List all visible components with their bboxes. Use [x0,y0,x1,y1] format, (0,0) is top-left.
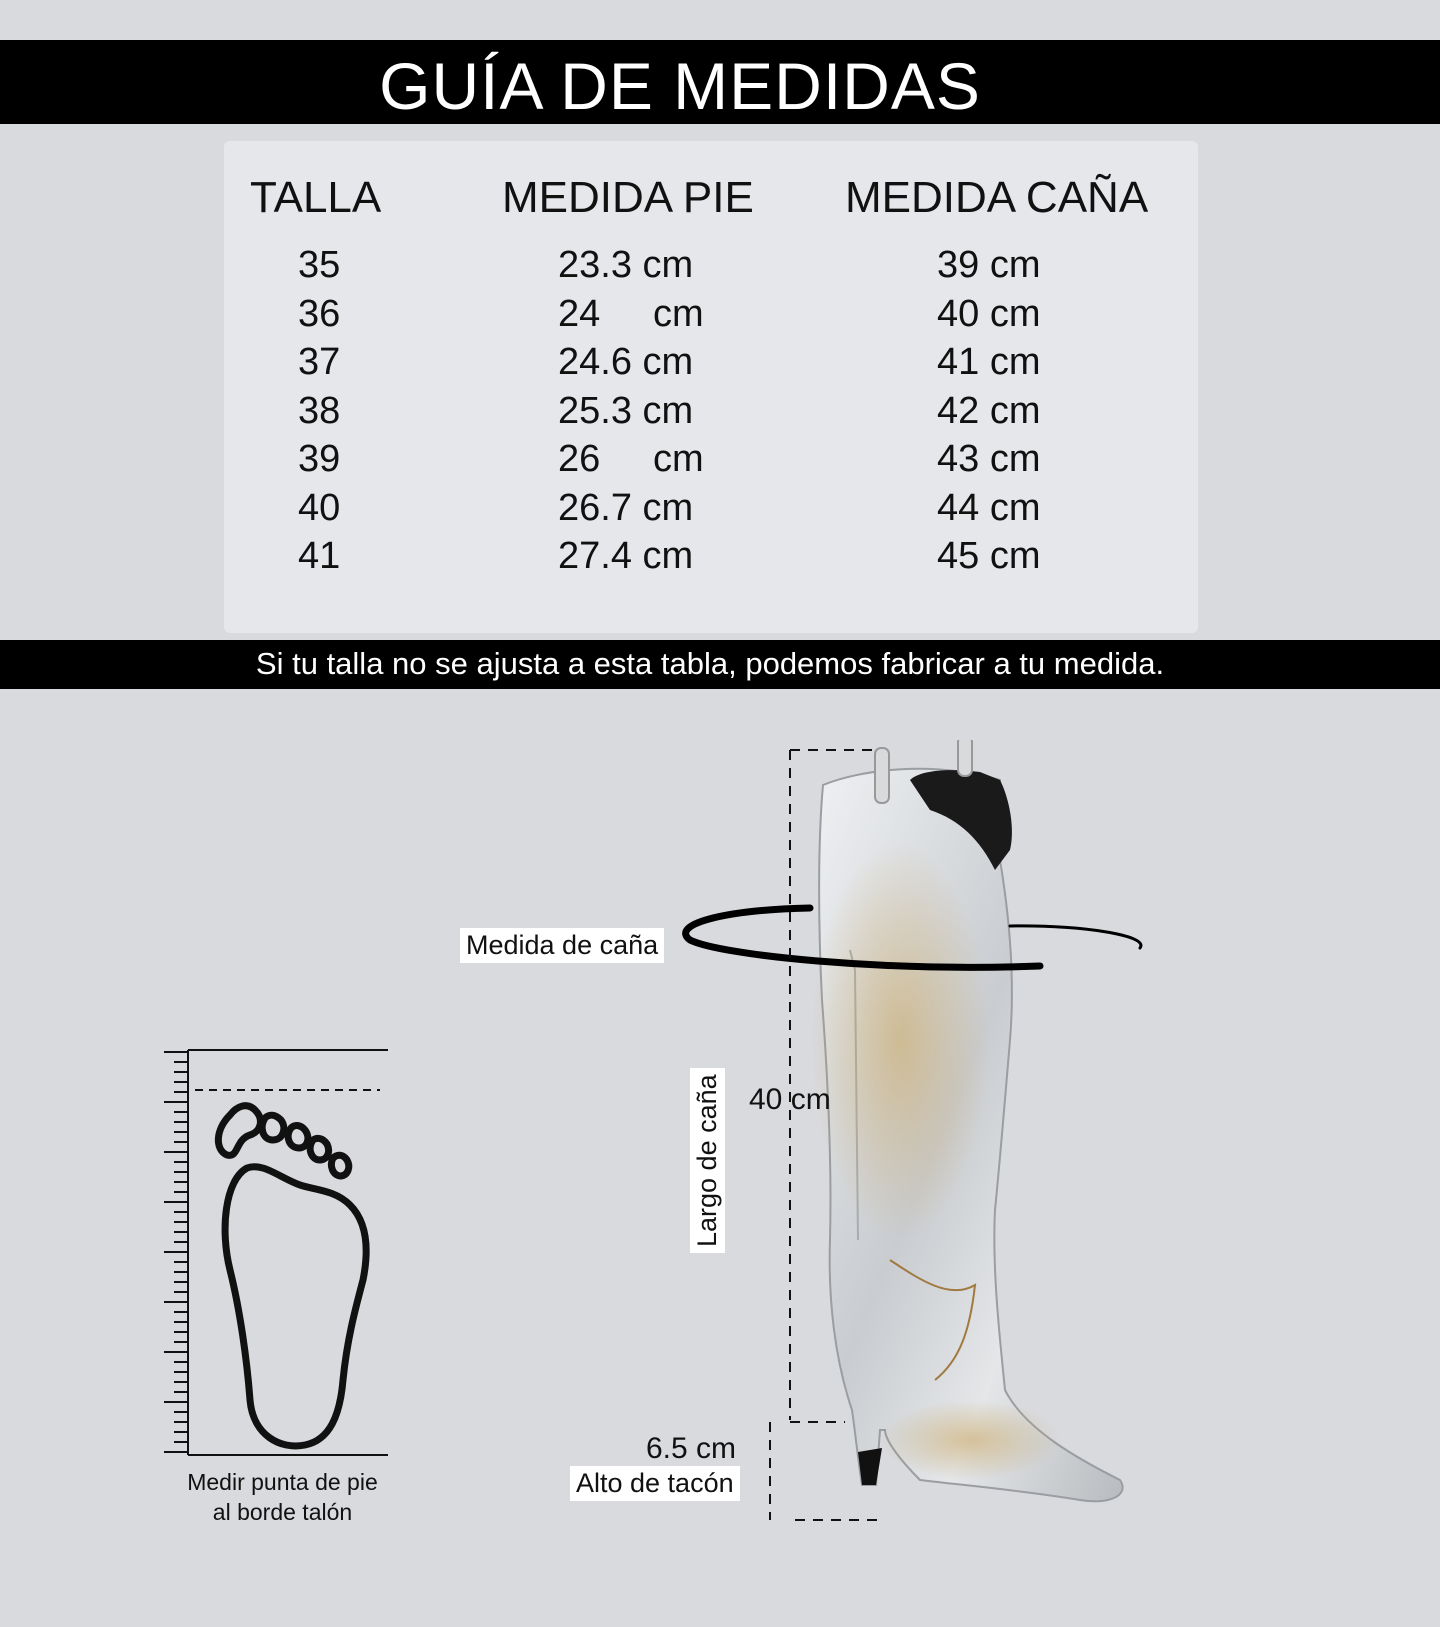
talla-cell: 38 [298,389,341,432]
foot-caption [160,1467,405,1527]
cana-cell: 42 cm [937,389,1041,432]
pie-cell: 23.3 cm [558,244,694,286]
cana-circumference-label: Medida de caña [460,928,664,963]
header-medida-pie: MEDIDA PIE [502,173,754,222]
note-bar [0,640,1440,689]
talla-cell: 40 [298,486,341,529]
pie-cell: 26.7 cm [558,486,694,529]
pie-cell: 24 cm [558,292,704,335]
pie-cell: 24.6 cm [558,341,694,383]
heel-height-value: 6.5 cm [646,1432,737,1465]
talla-cell: 39 [298,438,341,480]
cana-cell: 39 cm [937,244,1041,286]
foot-caption-line2: al borde talón [212,1499,353,1525]
boot-illustration [680,740,1200,1570]
ruler-icon [188,1050,388,1455]
talla-cell: 41 [298,535,341,577]
custom-size-note: Si tu talla no se ajusta a esta tabla, podemos fabricar a tu medida. [255,646,1165,681]
column-medida-cana [937,241,1040,581]
foot-caption-line1: Medir punta de pie [187,1469,378,1495]
pie-cell: 27.4 cm [558,535,694,577]
boot-icon [810,740,1123,1501]
cana-cell: 43 cm [937,438,1041,480]
talla-cell: 37 [298,341,341,383]
ruler-ticks-icon [164,1052,188,1452]
foot-outline-icon [218,1106,366,1446]
largo-cana-value: 40 cm [749,1083,831,1116]
heel-height-label: Alto de tacón [570,1466,740,1501]
talla-cell: 36 [298,292,341,335]
largo-cana-label: Largo de caña [690,1068,725,1253]
cana-cell: 45 cm [937,535,1041,577]
cana-cell: 40 cm [937,292,1041,335]
column-medida-pie [558,241,704,581]
pie-cell: 26 cm [558,438,704,480]
cana-cell: 41 cm [937,341,1041,383]
title-bar [0,40,1440,124]
pie-cell: 25.3 cm [558,389,694,432]
header-medida-cana: MEDIDA CAÑA [845,173,1149,222]
header-talla: TALLA [250,173,382,222]
page-title: GUÍA DE MEDIDAS [379,49,981,123]
foot-ruler-illustration [155,1040,405,1460]
cana-cell: 44 cm [937,486,1041,529]
talla-cell: 35 [298,244,341,286]
column-talla [298,241,340,581]
size-table [224,141,1198,633]
